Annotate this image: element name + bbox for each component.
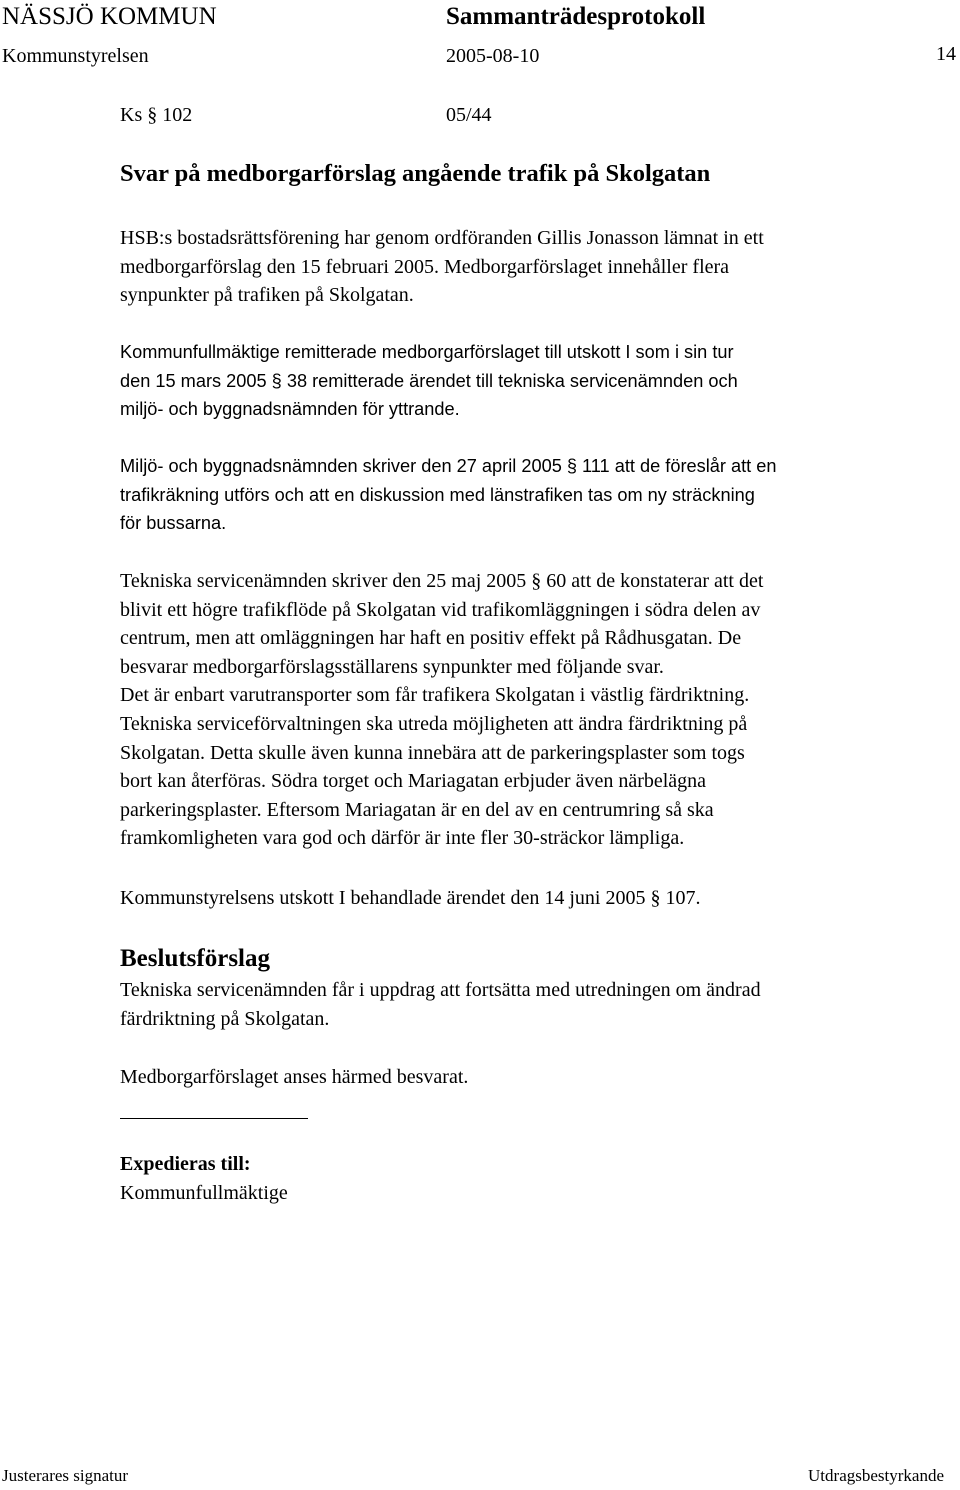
- footer-signature-label: Justerares signatur: [2, 1466, 129, 1485]
- paragraph-5: [120, 884, 950, 913]
- paragraph-line: den 15 mars 2005 § 38 remitterade ärendet till tekniska servicenämnden och: [120, 370, 738, 391]
- paragraph-line: Medborgarförslaget anses härmed besvarat.: [120, 1066, 469, 1088]
- paragraph-line: medborgarförslag den 15 februari 2005. Medborgarförslaget innehåller flera: [120, 255, 730, 278]
- paragraph-line: Miljö- och byggnadsnämnden skriver den 27 april 2005 § 111 att de föreslår att en: [120, 456, 777, 476]
- paragraph-line: parkeringsplaster. Eftersom Mariagatan är en del av en centrumring så ska: [120, 798, 714, 821]
- organization-name: NÄSSJÖ KOMMUN: [2, 3, 217, 30]
- paragraph-3: [120, 452, 950, 538]
- paragraph-4: [120, 567, 950, 853]
- paragraph-line: besvarar medborgarförslagsställarens synpunkter med följande svar.: [120, 655, 664, 678]
- paragraph-line: Skolgatan. Detta skulle även kunna innebära att de parkeringsplaster som togs: [120, 741, 745, 764]
- paragraph-line: bort kan återföras. Södra torget och Mariagatan erbjuder även närbelägna: [120, 770, 707, 793]
- proposal-heading: Beslutsförslag: [120, 945, 270, 972]
- paragraph-1: [120, 224, 950, 310]
- paragraph-line: synpunkter på trafiken på Skolgatan.: [120, 284, 414, 307]
- page-number: 14: [936, 43, 956, 65]
- dispatch-recipient: Kommunfullmäktige: [120, 1182, 288, 1204]
- paragraph-line: Tekniska servicenämnden skriver den 25 maj 2005 § 60 att de konstaterar att det: [120, 570, 764, 592]
- proposal-text: [120, 976, 950, 1033]
- paragraph-line: färdriktning på Skolgatan.: [120, 1007, 330, 1030]
- meeting-date: 2005-08-10: [446, 45, 540, 67]
- section-divider: [120, 1118, 308, 1119]
- proposal-conclusion: [120, 1063, 950, 1092]
- board-name: Kommunstyrelsen: [2, 45, 149, 67]
- paragraph-2: [120, 338, 950, 424]
- dispatch-heading: Expedieras till:: [120, 1153, 251, 1175]
- case-title: Svar på medborgarförslag angående trafik på Skolgatan: [120, 160, 711, 187]
- paragraph-line: för bussarna.: [120, 513, 227, 534]
- case-number: 05/44: [446, 104, 492, 126]
- paragraph-line: framkomligheten vara god och därför är inte fler 30-sträckor lämpliga.: [120, 827, 685, 850]
- paragraph-line: trafikräkning utförs och att en diskussion med länstrafiken tas om ny sträckning: [120, 484, 755, 505]
- footer-certification-label: Utdragsbestyrkande: [808, 1466, 944, 1485]
- case-reference: Ks § 102: [120, 104, 193, 126]
- document-type: Sammanträdesprotokoll: [446, 3, 706, 30]
- paragraph-line: Tekniska servicenämnden får i uppdrag att fortsätta med utredningen om ändrad: [120, 979, 761, 1001]
- paragraph-line: Kommunfullmäktige remitterade medborgarförslaget till utskott I som i sin tur: [120, 342, 734, 362]
- paragraph-line: Det är enbart varutransporter som får trafikera Skolgatan i västlig färdriktning.: [120, 684, 750, 707]
- paragraph-line: miljö- och byggnadsnämnden för yttrande.: [120, 399, 460, 420]
- paragraph-line: centrum, men att omläggningen har haft en positiv effekt på Rådhusgatan. De: [120, 627, 742, 650]
- paragraph-line: Kommunstyrelsens utskott I behandlade ärendet den 14 juni 2005 § 107.: [120, 887, 701, 909]
- paragraph-line: Tekniska serviceförvaltningen ska utreda möjligheten att ändra färdriktning på: [120, 712, 748, 735]
- paragraph-line: HSB:s bostadsrättsförening har genom ordföranden Gillis Jonasson lämnat in ett: [120, 227, 764, 249]
- paragraph-line: blivit ett högre trafikflöde på Skolgatan vid trafikomläggningen i södra delen av: [120, 598, 761, 621]
